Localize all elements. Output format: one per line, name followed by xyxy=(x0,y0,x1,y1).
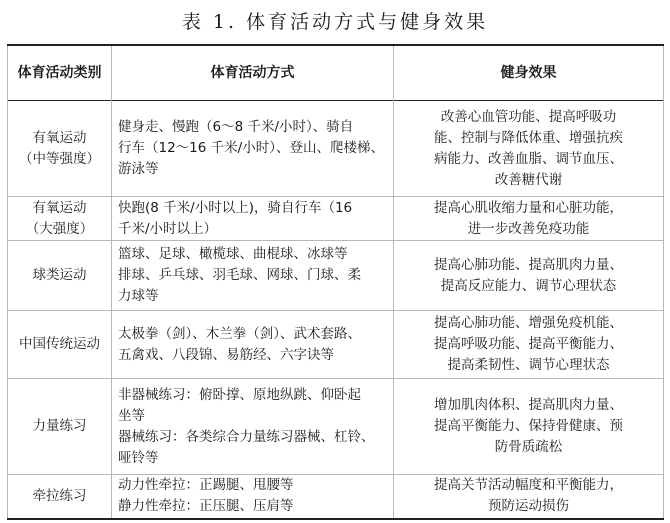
header-category: 体育活动类别 xyxy=(8,45,112,101)
effect-cell xyxy=(394,475,664,519)
fitness-table xyxy=(7,44,664,520)
category-cell-line: （大强度） xyxy=(25,220,94,237)
header-effect: 健身效果 xyxy=(394,45,664,101)
category-cell-line: 牵拉练习 xyxy=(32,487,87,504)
category-cell-line: 有氧运动 xyxy=(32,129,87,146)
method-cell-line: 游泳等 xyxy=(118,161,159,177)
method-cell-line: 力球等 xyxy=(118,288,159,304)
table-row xyxy=(8,475,664,519)
effect-cell-line: 提高心肺功能、增强免疫机能、 xyxy=(434,315,623,331)
effect-cell-line: 病能力、改善血脂、调节血压、 xyxy=(434,150,623,167)
category-cell-line: 力量练习 xyxy=(32,418,87,434)
category-cell xyxy=(8,379,112,475)
effect-cell xyxy=(394,197,664,241)
effect-cell-line: 提高平衡能力、保持骨健康、预 xyxy=(434,418,623,434)
method-cell-line: 快跑(8 千米/小时以上)，骑自行车（16 xyxy=(118,199,353,216)
effect-cell-line: 预防运动损伤 xyxy=(488,498,569,515)
method-cell-line: 太极拳（剑）、木兰拳（剑）、武术套路、 xyxy=(118,325,361,342)
effect-cell-line: 提高反应能力、调节心理状态 xyxy=(440,277,617,294)
effect-cell-line: 增加肌肉体积、提高肌肉力量、 xyxy=(434,397,623,413)
effect-cell-line: 能、控制与降低体重、增强抗疾 xyxy=(434,129,623,146)
category-cell xyxy=(8,241,112,311)
method-cell-line: 行车（12～16 千米/小时）、登山、爬楼梯、 xyxy=(118,140,384,156)
effect-cell-line: 改善心血管功能、提高呼吸功 xyxy=(440,108,617,125)
header-method: 体育活动方式 xyxy=(112,45,394,101)
effect-cell-line: 提高呼吸功能、提高平衡能力、 xyxy=(434,336,623,352)
method-cell-line: 五禽戏、八段锦、易筋经、六字诀等 xyxy=(118,346,334,363)
method-cell-line: 动力性牵拉：正踢腿、甩腰等 xyxy=(118,477,294,494)
effect-cell-line: 进一步改善免疫功能 xyxy=(467,220,590,237)
method-cell-line: 非器械练习：俯卧撑、原地纵跳、仰卧起 xyxy=(118,386,361,403)
method-cell-line: 千米/小时以上） xyxy=(118,220,218,237)
effect-cell-line: 提高心肌收缩力量和心脏功能， xyxy=(434,199,623,216)
method-cell-line: 静力性牵拉：正压腿、压肩等 xyxy=(118,498,294,515)
table-row xyxy=(8,197,664,241)
category-cell xyxy=(8,101,112,197)
effect-cell xyxy=(394,311,664,379)
method-cell-line: 器械练习：各类综合力量练习器械、杠铃、 xyxy=(118,428,375,445)
method-cell-line: 排球、乒乓球、羽毛球、网球、门球、柔 xyxy=(118,267,361,283)
effect-cell-line: 提高柔韧性、调节心理状态 xyxy=(447,357,610,373)
table-title: 表 1. 体育活动方式与健身效果 xyxy=(181,11,489,33)
table-row xyxy=(8,101,664,197)
method-cell-line: 坐等 xyxy=(118,407,145,424)
table-row xyxy=(8,379,664,475)
category-cell-line: 中国传统运动 xyxy=(19,336,100,352)
effect-cell-line: 改善糖代谢 xyxy=(494,171,563,188)
category-cell-line: 有氧运动 xyxy=(32,199,87,216)
category-cell-line: 球类运动 xyxy=(32,267,87,283)
method-cell-line: 健身走、慢跑（6～8 千米/小时）、骑自 xyxy=(118,119,354,135)
method-cell xyxy=(112,311,394,379)
method-cell xyxy=(112,101,394,197)
effect-cell-line: 提高关节活动幅度和平衡能力， xyxy=(434,477,623,494)
method-cell-line: 哑铃等 xyxy=(118,449,159,466)
effect-cell xyxy=(394,241,664,311)
category-cell xyxy=(8,311,112,379)
table-row xyxy=(8,241,664,311)
table-header-row xyxy=(8,45,664,101)
effect-cell xyxy=(394,379,664,475)
effect-cell-line: 提高心肺功能、提高肌肉力量、 xyxy=(434,256,623,273)
table-row xyxy=(8,311,664,379)
effect-cell-line: 防骨质疏松 xyxy=(494,439,563,455)
method-cell xyxy=(112,197,394,241)
method-cell xyxy=(112,475,394,519)
category-cell-line: （中等强度） xyxy=(19,150,100,167)
category-cell xyxy=(8,197,112,241)
category-cell xyxy=(8,475,112,519)
method-cell xyxy=(112,379,394,475)
effect-cell xyxy=(394,101,664,197)
method-cell-line: 篮球、足球、橄榄球、曲棍球、冰球等 xyxy=(118,246,348,262)
method-cell xyxy=(112,241,394,311)
